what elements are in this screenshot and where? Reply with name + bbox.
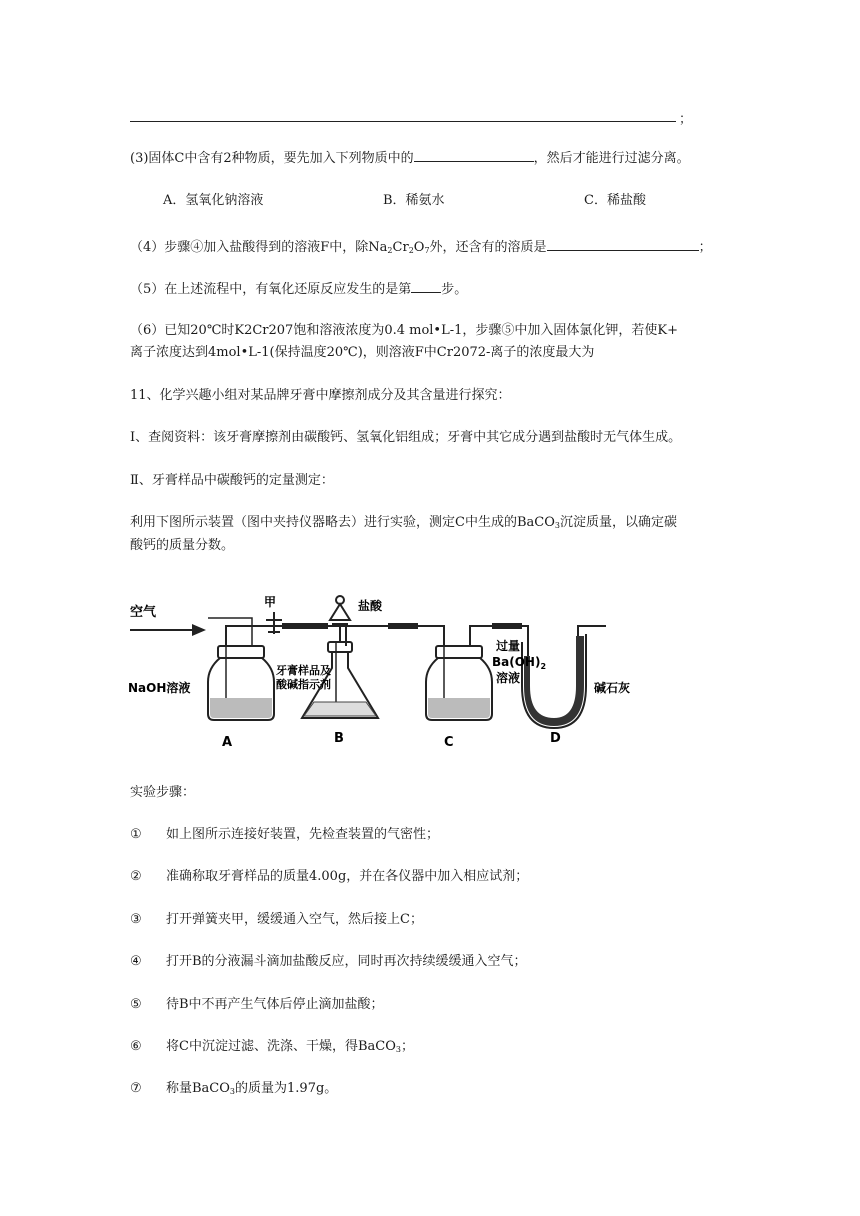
answer-blank[interactable]: [414, 148, 534, 162]
subscript: 3: [395, 1045, 401, 1054]
answer-blank[interactable]: [411, 279, 441, 293]
question-3-tail: ，然后才能进行过滤分离。: [533, 151, 690, 166]
label-d: D: [550, 731, 561, 746]
step-6: [130, 1038, 414, 1056]
question-6-line-2: 离子浓度达到4mol•L-1(保持温度20℃)，则溶液F中Cr2072-离子的浓度最大为: [130, 345, 595, 360]
label-air: 空气: [130, 605, 157, 620]
answer-blank-line: [130, 121, 676, 122]
baoh2-liquid: [428, 698, 490, 718]
u-tube-d: [528, 626, 606, 720]
step-1: [130, 826, 439, 844]
subscript: 2: [408, 246, 414, 255]
step-text: 待B中不再产生气体后停止滴加盐酸；: [166, 997, 384, 1012]
step-number: ⑤: [130, 997, 142, 1012]
air-arrow-head: [192, 624, 206, 636]
clamp-jia: [266, 612, 282, 634]
question-4: [130, 237, 712, 257]
punctuation: ；: [698, 240, 712, 255]
subscript: 2: [387, 246, 393, 255]
step-text-end: 的质量为1.97g。: [235, 1081, 338, 1096]
question-5: [130, 279, 467, 299]
label-sample-1: 牙膏样品及: [276, 664, 331, 677]
formula-part: Cr: [392, 240, 409, 255]
formula-part: O: [413, 240, 425, 255]
steps-title: 实验步骤：: [130, 785, 196, 800]
step-number: ⑦: [130, 1081, 142, 1096]
question-6-line-1: （6）已知20℃时K2Cr207饱和溶液浓度为0.4 mol•L-1，步骤⑤中加入固体氯化钾，若使K+: [130, 323, 678, 338]
subscript: 3: [554, 521, 560, 530]
intro-text: 利用下图所示装置（图中夹持仪器略去）进行实验，测定C中生成的BaCO: [130, 515, 555, 530]
tube-c-inlet: [418, 626, 444, 646]
label-c: C: [444, 735, 454, 750]
step-text-end: ；: [400, 1039, 414, 1054]
bottle-c-stopper: [436, 646, 482, 658]
answer-blank[interactable]: [547, 237, 699, 251]
label-excess: 过量: [496, 639, 521, 653]
label-clamp: 甲: [264, 595, 277, 609]
rubber-tube-c: [492, 623, 522, 629]
step-text: 将C中沉淀过滤、洗涤、干燥，得BaCO: [166, 1039, 396, 1054]
connector-tube: [388, 623, 418, 629]
flask-b-liquid: [304, 702, 376, 716]
question-11-title: 11、化学兴趣小组对某品牌牙膏中摩擦剂成分及其含量进行探究：: [130, 388, 511, 403]
step-text: 打开B的分液漏斗滴加盐酸反应，同时再次持续缓缓通入空气；: [166, 954, 527, 969]
step-4: [130, 953, 527, 971]
label-b: B: [334, 731, 344, 746]
label-soda-lime: 碱石灰: [594, 681, 631, 695]
question-5-text: （5）在上述流程中，有氧化还原反应发生的是第: [130, 282, 412, 297]
subscript: 3: [229, 1087, 236, 1096]
step-text: 如上图所示连接好装置，先检查装置的气密性；: [166, 827, 440, 842]
step-text: 准确称取牙膏样品的质量4.00g，并在各仪器中加入相应试剂；: [166, 869, 529, 884]
option-b: B．稀氨水: [383, 193, 445, 208]
flask-b-stopper: [328, 642, 352, 652]
question-3: [130, 148, 690, 168]
option-a: A．氢氧化钠溶液: [163, 193, 264, 208]
option-c: C．稀盐酸: [584, 193, 646, 208]
bottle-a-stopper: [218, 646, 264, 658]
step-number: ③: [130, 912, 142, 927]
tube-a-out: [208, 618, 252, 646]
apparatus-diagram: [126, 590, 650, 750]
part-2-heading: Ⅱ、牙膏样品中碳酸钙的定量测定：: [130, 473, 334, 488]
intro-line-1: [130, 514, 677, 532]
soda-lime: [524, 636, 584, 726]
step-number: ①: [130, 827, 142, 842]
label-sample-2: 酸碱指示剂: [276, 678, 331, 691]
label-acid: 盐酸: [358, 599, 383, 613]
label-solution: 溶液: [496, 671, 521, 685]
step-number: ⑥: [130, 1039, 142, 1054]
subscript: 7: [424, 246, 430, 255]
question-5-tail: 步。: [441, 282, 468, 297]
step-2: [130, 868, 528, 886]
step-5: [130, 996, 384, 1014]
step-7: [130, 1080, 337, 1098]
step-3: [130, 911, 423, 929]
step-number: ④: [130, 954, 142, 969]
part-1-text: Ⅰ、查阅资料：该牙膏摩擦剂由碳酸钙、氢氧化铝组成；牙膏中其它成分遇到盐酸时无气体生成。: [130, 430, 682, 445]
rubber-tube: [282, 623, 328, 629]
label-naoh: NaOH溶液: [128, 681, 191, 695]
question-3-text: (3)固体C中含有2种物质，要先加入下列物质中的: [130, 151, 414, 166]
label-a: A: [222, 735, 233, 750]
naoh-liquid: [210, 698, 272, 718]
funnel-body: [330, 604, 350, 620]
label-baoh2: $Ba(OH)_2$: [492, 655, 547, 671]
question-4-text-end: 外，还含有的溶质是: [429, 240, 547, 255]
intro-line-2: 酸钙的质量分数。: [130, 538, 235, 553]
step-number: ②: [130, 869, 142, 884]
step-text: 称量BaCO: [166, 1081, 230, 1096]
intro-text-end: 沉淀质量，以确定碳: [559, 515, 677, 530]
step-text: 打开弹簧夹甲，缓缓通入空气，然后接上C；: [166, 912, 423, 927]
question-4-text: （4）步骤④加入盐酸得到的溶液F中，除Na: [130, 240, 388, 255]
punctuation: ；: [679, 112, 693, 127]
